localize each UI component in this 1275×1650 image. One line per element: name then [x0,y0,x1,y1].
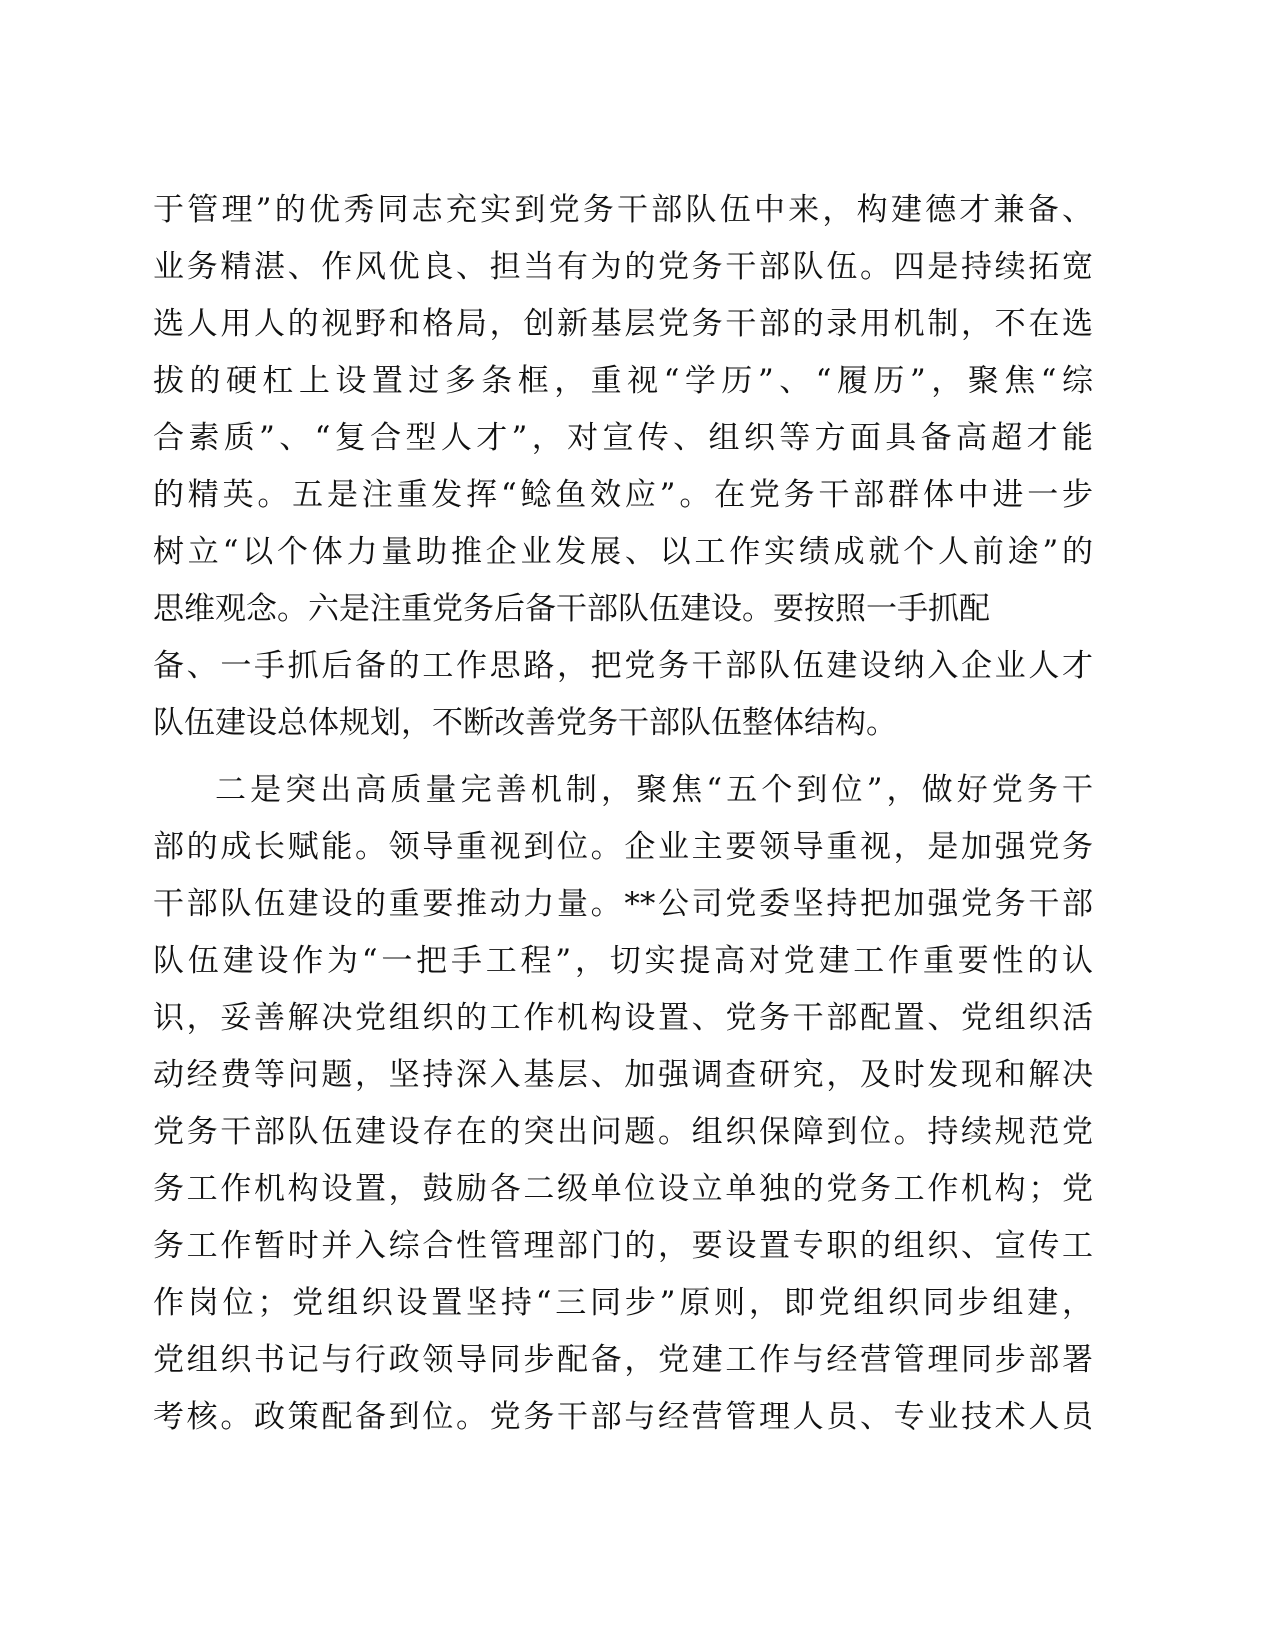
paragraph-2 [153,762,1093,1446]
paragraph-line: 业务精湛、作风优良、担当有为的党务干部队伍。四是持续拓宽 [153,249,1093,285]
document-body [153,182,1093,1446]
paragraph-line: 合素质”、“复合型人才”，对宣传、组织等方面具备高超才能 [153,420,1093,456]
paragraph-line: 于管理”的优秀同志充实到党务干部队伍中来，构建德才兼备、 [153,192,1093,228]
paragraph-line: 备、一手抓后备的工作思路，把党务干部队伍建设纳入企业人才 [153,648,1093,684]
paragraph-line: 党组织书记与行政领导同步配备，党建工作与经营管理同步部署 [153,1342,1093,1378]
paragraph-line: 部的成长赋能。领导重视到位。企业主要领导重视，是加强党务 [153,829,1093,865]
paragraph-line: 务工作暂时并入综合性管理部门的，要设置专职的组织、宣传工 [153,1228,1093,1264]
paragraph-line: 队伍建设作为“一把手工程”，切实提高对党建工作重要性的认 [153,943,1093,979]
paragraph-line: 二是突出高质量完善机制，聚焦“五个到位”，做好党务干 [215,772,1093,808]
paragraph-line: 干部队伍建设的重要推动力量。**公司党委坚持把加强党务干部 [153,886,1093,922]
paragraph-line: 作岗位；党组织设置坚持“三同步”原则，即党组织同步组建， [153,1285,1093,1321]
paragraph-line: 动经费等问题，坚持深入基层、加强调查研究，及时发现和解决 [153,1057,1093,1093]
paragraph-line: 考核。政策配备到位。党务干部与经营管理人员、专业技术人员 [153,1399,1093,1435]
paragraph-line: 识，妥善解决党组织的工作机构设置、党务干部配置、党组织活 [153,1000,1093,1036]
paragraph-line: 党务干部队伍建设存在的突出问题。组织保障到位。持续规范党 [153,1114,1093,1150]
paragraph-line: 务工作机构设置，鼓励各二级单位设立单独的党务工作机构；党 [153,1171,1093,1207]
paragraph-line: 的精英。五是注重发挥“鲶鱼效应”。在党务干部群体中进一步 [153,477,1093,513]
paragraph-line: 树立“以个体力量助推企业发展、以工作实绩成就个人前途”的 [153,534,1093,570]
paragraph-line: 思维观念。六是注重党务后备干部队伍建设。要按照一手抓配 [153,591,990,627]
paragraph-line: 拔的硬杠上设置过多条框，重视“学历”、“履历”，聚焦“综 [153,363,1093,399]
paragraph-line: 选人用人的视野和格局，创新基层党务干部的录用机制，不在选 [153,306,1093,342]
paragraph-line: 队伍建设总体规划，不断改善党务干部队伍整体结构。 [153,705,897,741]
paragraph-1 [153,182,1093,752]
